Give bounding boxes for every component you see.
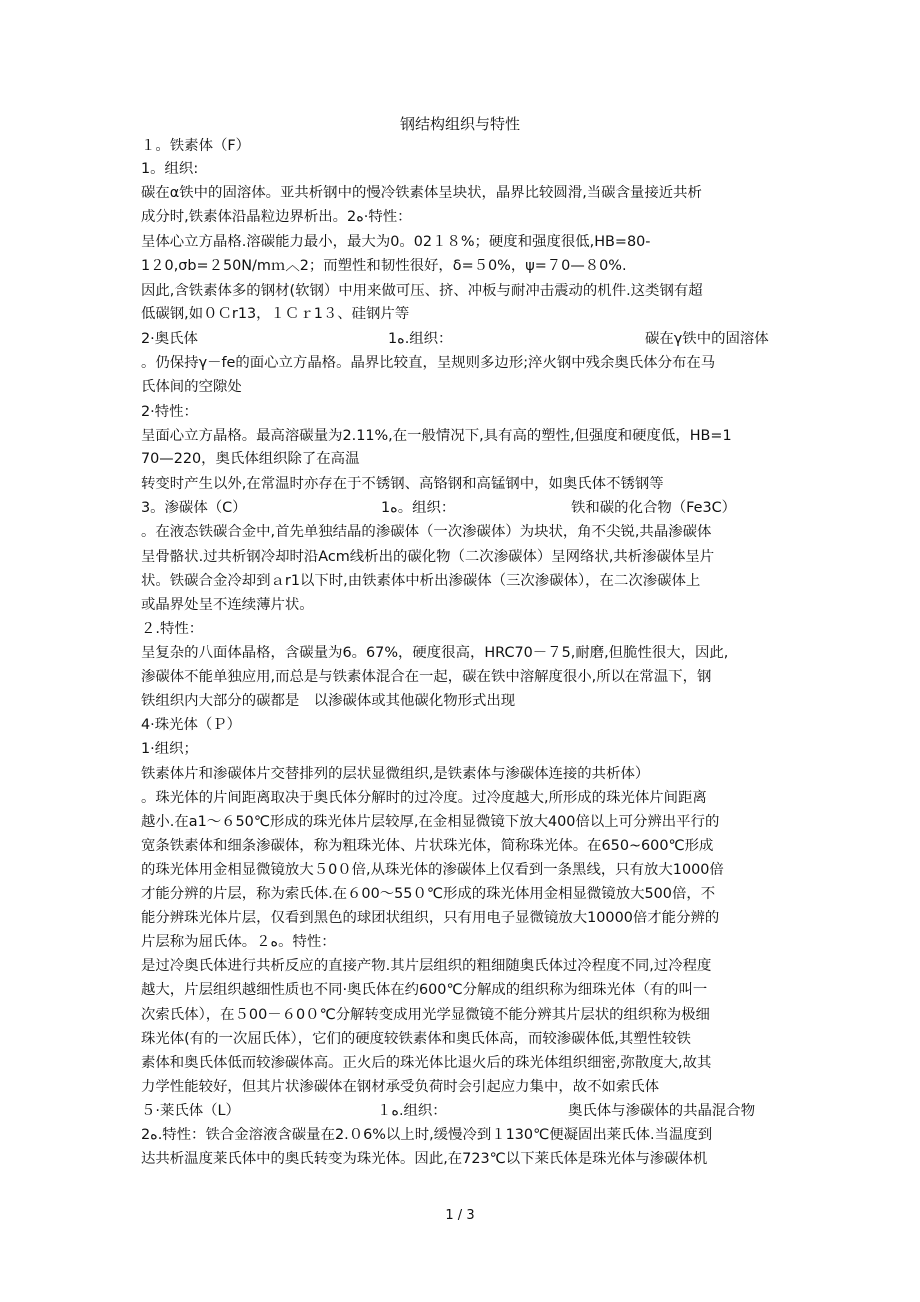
text-line: 力学性能较好，但其片状渗碳体在钢材承受负荷时会引起应力集中，故不如索氏体: [141, 1079, 660, 1095]
text-line: 1·组织；: [141, 741, 198, 757]
text-line: 片层称为屈氏体。２ﻩ。特性：: [141, 934, 336, 950]
text-line: 4·珠光体（Ｐ）: [141, 717, 242, 733]
text-line: 是过冷奥氏体进行共析反应的直接产物.其片层组织的粗细随奥氏体过冷程度不同,过冷程度: [141, 958, 712, 974]
text-line: 。珠光体的片间距离取决于奥氏体分解时的过冷度。过冷度越大,所形成的珠光体片间距离: [141, 790, 707, 806]
subheading: 1ﻩ.组织：: [388, 331, 453, 347]
text-line: 铁素体片和渗碳体片交替排列的层状显微组织,是铁素体与渗碳体连接的共析体）: [141, 766, 650, 782]
text-line: 达共析温度莱氏体中的奥氏转变为珠光体。因此,在723℃以下莱氏体是珠光体与渗碳体机: [141, 1151, 708, 1167]
text-line: 或晶界处呈不连续薄片状。: [141, 597, 314, 613]
text-line: 越大，片层组织越细性质也不同·奥氏体在约600℃分解成的组织称为细珠光体（有的叫一: [141, 982, 708, 998]
text-line: 2·特性：: [141, 404, 198, 420]
text-line: 渗碳体不能单独应用,而总是与铁素体混合在一起，碳在铁中溶解度很小,所以在常温下，钢: [141, 669, 712, 685]
text-line: 素体和奥氏体低而较渗碳体高。正火后的珠光体比退火后的珠光体组织细密,弥散度大,故其: [141, 1055, 712, 1071]
text-line: 1。组织:: [141, 161, 199, 177]
text-line: 次索氏体），在５00－６0０℃分解转变成用光学显微镜不能分辨其片层状的组织称为极细: [141, 1007, 710, 1023]
text-line: 宽条铁素体和细条渗碳体，称为粗珠光体、片状珠光体，简称珠光体。在650~600℃形成: [141, 838, 714, 854]
section-heading: 3。渗碳体（C）: [141, 500, 247, 516]
text-line: 才能分辨的片层，称为索氏体.在６00～55０℃形成的珠光体用金相显微镜放大500倍，不: [141, 886, 716, 902]
definition-text: 奥氏体与渗碳体的共晶混合物: [568, 1103, 756, 1119]
text-line: 转变时产生以外,在常温时亦存在于不锈钢、高铬钢和高锰钢中，如奥氏体不锈钢等: [141, 476, 664, 492]
text-line: 因此,含铁素体多的钢材(软钢）中用来做可压、挤、冲板与耐冲击震动的机件.这类钢有超: [141, 283, 703, 299]
section-heading: 2·奥氏体: [141, 331, 198, 347]
text-line: 越小.在a1～６50℃形成的珠光体片层较厚,在金相显微镜下放大400倍以上可分辨出平行的: [141, 814, 720, 830]
definition-text: 铁和碳的化合物（Fe3C）: [571, 500, 737, 516]
subheading: １ﻩ.组织：: [377, 1103, 447, 1119]
text-line: ２.特性：: [141, 621, 204, 637]
text-line: 呈骨骼状.过共析钢冷却时沿Acm线析出的碳化物（二次渗碳体）呈网络状,共析渗碳体呈片: [141, 549, 715, 565]
page-number: 1 / 3: [445, 1208, 475, 1223]
text-line: 呈体心立方晶格.溶碳能力最小，最大为0。02１８%；硬度和强度很低,HB=80-: [141, 234, 651, 250]
text-line: 1２0,σb=２50N/mｍ︿2；而塑性和韧性很好，δ=５0%，ψ=７0—８0%.: [141, 258, 627, 274]
text-line: 70—220，奥氏体组织除了在高温: [141, 451, 360, 467]
text-line: 的珠光体用金相显微镜放大５0０倍,从珠光体的渗碳体上仅看到一条黑线，只有放大1000倍: [141, 862, 724, 878]
text-line: 呈面心立方晶格。最高溶碳量为2.11%,在一般情况下,具有高的塑性,但强度和硬度低，HB=1: [141, 428, 732, 444]
text-line: 能分辨珠光体片层，仅看到黑色的球团状组织，只有用电子显微镜放大10000倍才能分辨的: [141, 910, 720, 926]
section-heading: ５·莱氏体（L）: [141, 1103, 240, 1119]
text-line: 碳在α铁中的固溶体。亚共析钢中的慢冷铁素体呈块状，晶界比较圆滑,当碳含量接近共析: [141, 185, 702, 201]
text-line: 呈复杂的八面体晶格，含碳量为6。67%，硬度很高，HRC70－７5,耐磨,但脆性很大，因此,: [141, 645, 729, 661]
document-title: 钢结构组织与特性: [399, 115, 520, 133]
text-line: 成分时,铁素体沿晶粒边界析出。2ﻩ·特性：: [141, 209, 412, 225]
text-line: 2ﻩ.特性：铁合金溶液含碳量在2.０6%以上时,缓慢冷到１130℃便凝固出莱氏体.当温度到: [141, 1127, 713, 1143]
text-line: １。铁素体（F）: [141, 138, 251, 154]
text-line: 。在液态铁碳合金中,首先单独结晶的渗碳体（一次渗碳体）为块状，角不尖锐,共晶渗碳体: [141, 524, 712, 540]
text-line: 珠光体(有的一次屈氏体），它们的硬度较铁素体和奥氏体高，而较渗碳体低,其塑性较铁: [141, 1031, 691, 1047]
definition-text: 碳在γ铁中的固溶体: [645, 331, 769, 347]
text-line: 。仍保持γ－fe的面心立方晶格。晶界比较直，呈规则多边形;淬火钢中残余奥氏体分布在马: [141, 355, 716, 371]
section-row-ledeburite: [141, 1100, 781, 1122]
subheading: 1ﻩ。组织：: [381, 500, 456, 516]
text-line: 氏体间的空隙处: [141, 379, 242, 395]
text-line: 铁组织内大部分的碳都是 以渗碳体或其他碳化物形式出现: [141, 693, 516, 709]
section-row-austenite: [141, 328, 781, 350]
text-line: 状。铁碳合金冷却到ａr1以下时,由铁素体中析出渗碳体（三次渗碳体），在二次渗碳体上: [141, 573, 701, 589]
section-row-cementite: [141, 497, 781, 519]
text-line: 低碳钢,如０Ｃr13，１Ｃｒ1３、硅钢片等: [141, 306, 410, 322]
